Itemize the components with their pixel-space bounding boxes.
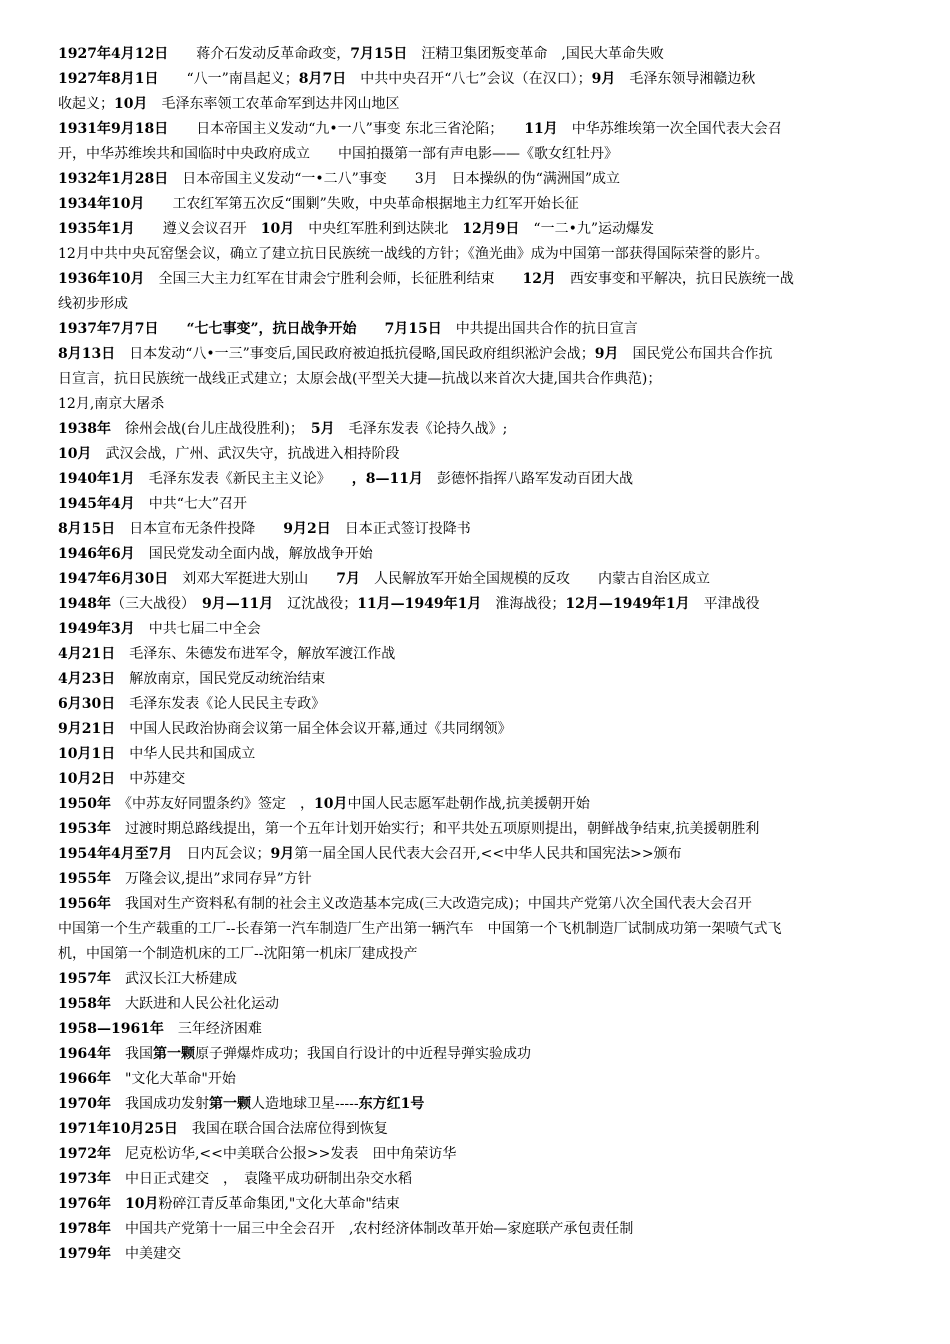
bold-text-segment: 10月2日	[58, 771, 116, 787]
bold-text-segment: 11月	[524, 121, 558, 137]
bold-text-segment: 第一颗	[152, 1046, 195, 1062]
bold-text-segment: 1946年6月	[58, 546, 135, 562]
text-segment: 中央红军胜利到达陕北	[294, 221, 463, 237]
text-segment: 中日正式建交 ， 袁隆平成功研制出杂交水稻	[110, 1171, 412, 1187]
bold-text-segment: ，8—11月	[351, 471, 423, 487]
text-segment: 日本正式签订投降书	[330, 521, 471, 537]
text-segment: "文化大革命"开始	[110, 1071, 236, 1087]
bold-text-segment: 1978年	[58, 1221, 111, 1237]
bold-text-segment: 9月	[594, 346, 619, 362]
text-segment: 机，中国第一个制造机床的工厂--沈阳第一机床厂建成投产	[58, 946, 418, 962]
timeline-line	[58, 542, 896, 567]
text-segment: 中国共产党第十一届三中全会召开 ,农村经济体制改革开始—家庭联产承包责任制	[110, 1221, 634, 1237]
timeline-line	[58, 767, 896, 792]
bold-text-segment: 10月1日	[58, 746, 116, 762]
timeline-line	[58, 317, 896, 342]
bold-text-segment: 10月	[124, 1196, 159, 1212]
text-segment: 人造地球卫星-----	[250, 1096, 359, 1112]
bold-text-segment: 1958年	[58, 996, 111, 1012]
timeline-line	[58, 142, 896, 167]
text-segment: 中国第一个生产载重的工厂--长春第一汽车制造厂生产出第一辆汽车 中国第一个飞机制造厂试制成功第一架喷气式飞	[58, 921, 782, 937]
bold-text-segment: 9月	[270, 846, 295, 862]
timeline-line	[58, 292, 896, 317]
text-segment: 中共中央召开“八七”会议（在汉口）；	[346, 71, 592, 87]
text-segment: 我国在联合国合法席位得到恢复	[177, 1121, 388, 1137]
text-segment: 三年经济困难	[163, 1021, 262, 1037]
text-segment	[111, 1196, 125, 1212]
timeline-line	[58, 942, 896, 967]
timeline-line	[58, 1242, 896, 1267]
timeline-line	[58, 392, 896, 417]
text-segment	[158, 321, 186, 337]
bold-text-segment: 12月—1949年1月	[565, 596, 690, 612]
bold-text-segment: 1970年	[58, 1096, 111, 1112]
text-segment: 蒋介石发动反革命政变，	[168, 46, 351, 62]
text-segment: 中国人民志愿军赴朝作战,抗美援朝开始	[347, 796, 590, 812]
timeline-line	[58, 592, 896, 617]
text-segment: 汪精卫集团叛变革命 ,国民大革命失败	[407, 46, 664, 62]
bold-text-segment: 1956年	[58, 896, 111, 912]
text-segment: 全国三大主力红军在甘肃会宁胜利会师，长征胜利结束	[144, 271, 523, 287]
bold-text-segment: 8月7日	[298, 71, 347, 87]
text-segment: 中共“七大”召开	[134, 496, 248, 512]
text-segment: 尼克松访华,<<中美联合公报>>发表 田中角荣访华	[110, 1146, 457, 1162]
text-segment: 国民党发动全面内战，解放战争开始	[134, 546, 373, 562]
bold-text-segment: 11月—1949年1月	[357, 596, 482, 612]
text-segment: 粉碎江青反革命集团,"文化大革命"结束	[158, 1196, 400, 1212]
bold-text-segment: 12月9日	[462, 221, 520, 237]
timeline-line	[58, 717, 896, 742]
timeline-line	[58, 842, 896, 867]
text-segment: 万隆会议,提出”求同存异”方针	[110, 871, 312, 887]
text-segment: 大跃进和人民公社化运动	[110, 996, 279, 1012]
text-segment: 人民解放军开始全国规模的反攻 内蒙古自治区成立	[359, 571, 710, 587]
timeline-line	[58, 117, 896, 142]
timeline-line	[58, 167, 896, 192]
timeline-line	[58, 792, 896, 817]
text-segment: 原子弹爆炸成功；我国自行设计的中近程导弹实验成功	[194, 1046, 531, 1062]
timeline-line	[58, 1017, 896, 1042]
bold-text-segment: 1934年10月	[58, 196, 145, 212]
bold-text-segment: 4月21日	[58, 646, 116, 662]
timeline-line	[58, 517, 896, 542]
timeline-line	[58, 1167, 896, 1192]
timeline-line	[58, 892, 896, 917]
timeline-line	[58, 242, 896, 267]
bold-text-segment: 9月—11月	[201, 596, 274, 612]
timeline-line	[58, 742, 896, 767]
bold-text-segment: 10月	[260, 221, 295, 237]
bold-text-segment: 1936年10月	[58, 271, 145, 287]
text-segment: 辽沈战役；	[273, 596, 358, 612]
bold-text-segment: 12月	[522, 271, 556, 287]
text-segment: 国民党公布国共合作抗	[618, 346, 773, 362]
timeline-line	[58, 967, 896, 992]
timeline-line	[58, 1092, 896, 1117]
bold-text-segment: 1979年	[58, 1246, 111, 1262]
timeline-line	[58, 617, 896, 642]
timeline-line	[58, 992, 896, 1017]
text-segment: 中华人民共和国成立	[115, 746, 256, 762]
text-segment: 刘邓大军挺进大别山	[168, 571, 337, 587]
text-segment: 武汉会战，广州、武汉失守，抗战进入相持阶段	[91, 446, 400, 462]
timeline-line	[58, 442, 896, 467]
text-segment: 工农红军第五次反“围剿”失败，中央革命根据地主力红军开始长征	[144, 196, 579, 212]
text-segment: 我国	[110, 1046, 153, 1062]
bold-text-segment: 第一颗	[208, 1096, 251, 1112]
bold-text-segment: 7月	[336, 571, 360, 587]
text-segment: 日内瓦会议；	[172, 846, 271, 862]
timeline-line	[58, 42, 896, 67]
bold-text-segment: 1957年	[58, 971, 111, 987]
text-segment: 过渡时期总路线提出，第一个五年计划开始实行；和平共处五项原则提出，朝鲜战争结束,抗美援朝胜利	[110, 821, 760, 837]
timeline-line	[58, 867, 896, 892]
timeline-line	[58, 92, 896, 117]
timeline-document	[58, 42, 896, 1267]
timeline-line	[58, 192, 896, 217]
text-segment: 毛泽东领导湘赣边秋	[615, 71, 756, 87]
text-segment	[357, 321, 385, 337]
text-segment: （三大战役）	[110, 596, 202, 612]
bold-text-segment: 东方红1号	[358, 1096, 425, 1112]
bold-text-segment: 1937年7月7日	[58, 321, 159, 337]
timeline-line	[58, 1042, 896, 1067]
bold-text-segment: 10月	[313, 796, 348, 812]
text-segment: 毛泽东发表《新民主主义论》	[134, 471, 352, 487]
text-segment: 12月,南京大屠杀	[58, 396, 165, 412]
bold-text-segment: 1950年	[58, 796, 111, 812]
timeline-line	[58, 1117, 896, 1142]
text-segment: 毛泽东率领工农革命军到达井冈山地区	[147, 96, 400, 112]
bold-text-segment: 1945年4月	[58, 496, 135, 512]
bold-text-segment: “七七事变”，抗日战争开始	[186, 321, 357, 337]
text-segment: 日本帝国主义发动“一•二八”事变 3月 日本操纵的伪“满洲国”成立	[168, 171, 620, 187]
text-segment: 收起义；	[58, 96, 114, 112]
timeline-line	[58, 1067, 896, 1092]
bold-text-segment: 1940年1月	[58, 471, 135, 487]
bold-text-segment: 1955年	[58, 871, 111, 887]
timeline-line	[58, 667, 896, 692]
text-segment: 日本帝国主义发动“九•一八”事变 东北三省沦陷；	[168, 121, 525, 137]
bold-text-segment: 1972年	[58, 1146, 111, 1162]
text-segment: 《中苏友好同盟条约》签定 ，	[110, 796, 314, 812]
bold-text-segment: 7月15日	[384, 321, 442, 337]
timeline-line	[58, 467, 896, 492]
bold-text-segment: 10月	[114, 96, 148, 112]
bold-text-segment: 1948年	[58, 596, 111, 612]
bold-text-segment: 4月23日	[58, 671, 116, 687]
text-segment: 毛泽东发表《论人民民主专政》	[115, 696, 326, 712]
bold-text-segment: 1964年	[58, 1046, 111, 1062]
text-segment: 毛泽东发表《论持久战》;	[334, 421, 508, 437]
timeline-line	[58, 817, 896, 842]
bold-text-segment: 1931年9月18日	[58, 121, 169, 137]
bold-text-segment: 10月	[58, 446, 92, 462]
text-segment: 我国对生产资料私有制的社会主义改造基本完成(三大改造完成)；中国共产党第八次全国代表大会召开	[110, 896, 752, 912]
timeline-line	[58, 1217, 896, 1242]
timeline-line	[58, 692, 896, 717]
text-segment: 徐州会战(台儿庄战役胜利)；	[110, 421, 311, 437]
text-segment: 第一届全国人民代表大会召开,<<中华人民共和国宪法>>颁布	[294, 846, 682, 862]
timeline-line	[58, 1142, 896, 1167]
text-segment: 中共七届二中全会	[134, 621, 261, 637]
bold-text-segment: 1973年	[58, 1171, 111, 1187]
text-segment: 中美建交	[110, 1246, 181, 1262]
bold-text-segment: 1938年	[58, 421, 111, 437]
text-segment: 12月中共中央瓦窑堡会议，确立了建立抗日民族统一战线的方针；《渔光曲》成为中国第一部获得国际荣誉的影片。	[58, 246, 769, 262]
bold-text-segment: 9月21日	[58, 721, 116, 737]
bold-text-segment: 6月30日	[58, 696, 116, 712]
text-segment: 彭德怀指挥八路军发动百团大战	[422, 471, 633, 487]
bold-text-segment: 8月15日	[58, 521, 116, 537]
timeline-line	[58, 267, 896, 292]
bold-text-segment: 1935年1月	[58, 221, 135, 237]
timeline-line	[58, 642, 896, 667]
bold-text-segment: 7月15日	[350, 46, 408, 62]
bold-text-segment: 1954年4月至7月	[58, 846, 173, 862]
timeline-line	[58, 417, 896, 442]
text-segment: “八一”南昌起义；	[158, 71, 299, 87]
bold-text-segment: 1976年	[58, 1196, 111, 1212]
text-segment: 武汉长江大桥建成	[110, 971, 237, 987]
timeline-line	[58, 567, 896, 592]
text-segment: 开，中华苏维埃共和国临时中央政府成立 中国拍摄第一部有声电影——《歌女红牡丹》	[58, 146, 618, 162]
bold-text-segment: 5月	[310, 421, 335, 437]
timeline-line	[58, 367, 896, 392]
timeline-line	[58, 67, 896, 92]
bold-text-segment: 1947年6月30日	[58, 571, 169, 587]
timeline-line	[58, 1192, 896, 1217]
timeline-line	[58, 917, 896, 942]
text-segment: “一二•九”运动爆发	[519, 221, 655, 237]
text-segment: 中共提出国共合作的抗日宣言	[441, 321, 638, 337]
bold-text-segment: 9月	[591, 71, 616, 87]
text-segment: 解放南京，国民党反动统治结束	[115, 671, 326, 687]
bold-text-segment: 1927年8月1日	[58, 71, 159, 87]
text-segment: 线初步形成	[58, 296, 128, 312]
text-segment: 平津战役	[689, 596, 760, 612]
bold-text-segment: 1927年4月12日	[58, 46, 169, 62]
bold-text-segment: 1953年	[58, 821, 111, 837]
text-segment: 日本发动“八•一三”事变后,国民政府被迫抵抗侵略,国民政府组织淞沪会战；	[115, 346, 595, 362]
bold-text-segment: 1966年	[58, 1071, 111, 1087]
timeline-line	[58, 492, 896, 517]
text-segment: 中国人民政治协商会议第一届全体会议开幕,通过《共同纲领》	[115, 721, 512, 737]
text-segment: 中苏建交	[115, 771, 186, 787]
text-segment: 日本宣布无条件投降	[115, 521, 284, 537]
text-segment: 西安事变和平解决，抗日民族统一战	[555, 271, 794, 287]
text-segment: 淮海战役；	[481, 596, 566, 612]
bold-text-segment: 1971年10月25日	[58, 1121, 178, 1137]
text-segment: 中华苏维埃第一次全国代表大会召	[557, 121, 782, 137]
text-segment: 我国成功发射	[110, 1096, 209, 1112]
text-segment: 日宣言，抗日民族统一战线正式建立；太原会战(平型关大捷—抗战以来首次大捷,国共合作典范)；	[58, 371, 662, 387]
timeline-line	[58, 342, 896, 367]
timeline-line	[58, 217, 896, 242]
bold-text-segment: 9月2日	[283, 521, 331, 537]
bold-text-segment: 1932年1月28日	[58, 171, 169, 187]
bold-text-segment: 1949年3月	[58, 621, 135, 637]
text-segment: 毛泽东、朱德发布进军令，解放军渡江作战	[115, 646, 396, 662]
bold-text-segment: 1958—1961年	[58, 1021, 164, 1037]
bold-text-segment: 8月13日	[58, 346, 116, 362]
text-segment: 遵义会议召开	[134, 221, 261, 237]
